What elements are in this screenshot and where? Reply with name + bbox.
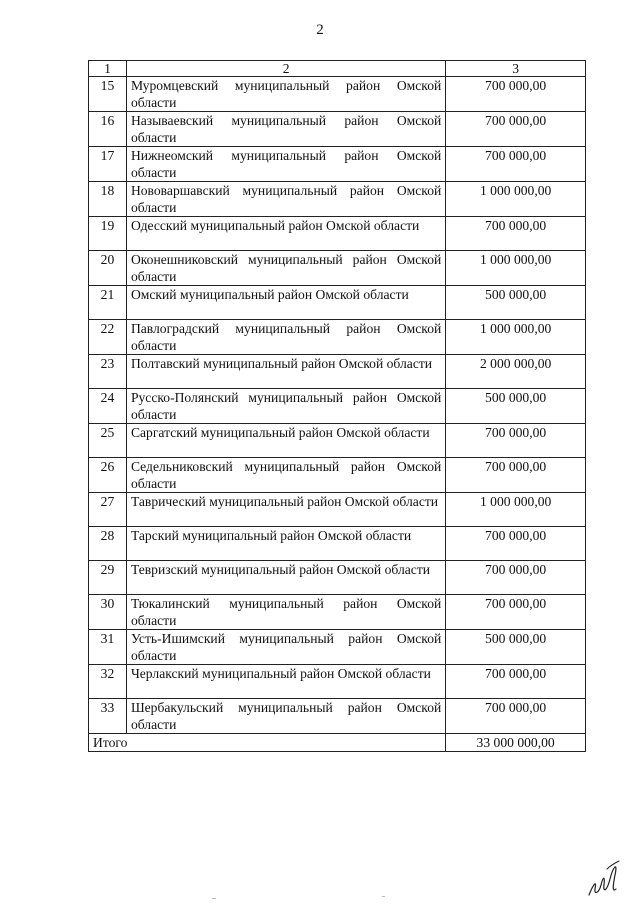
table-row — [89, 389, 586, 424]
row-number: 19 — [89, 217, 127, 251]
district-name: Русско-Полянский муниципальный район Омской области — [126, 389, 445, 424]
page-number: 2 — [316, 22, 324, 38]
district-name: Оконешниковский муниципальный район Омской области — [126, 251, 445, 286]
row-number: 27 — [89, 493, 127, 527]
table-row — [89, 424, 586, 458]
district-name: Седельниковский муниципальный район Омской области — [126, 458, 445, 493]
district-name: Тюкалинский муниципальный район Омской области — [126, 595, 445, 630]
table-row — [89, 147, 586, 182]
allocation-amount: 700 000,00 — [446, 217, 586, 251]
allocation-amount: 700 000,00 — [446, 112, 586, 147]
row-number: 16 — [89, 112, 127, 147]
row-number: 31 — [89, 630, 127, 665]
table-row — [89, 112, 586, 147]
row-number: 32 — [89, 665, 127, 699]
row-number: 18 — [89, 182, 127, 217]
allocation-amount: 2 000 000,00 — [446, 355, 586, 389]
row-number: 33 — [89, 699, 127, 734]
total-label: Итого — [89, 734, 446, 752]
table-body — [89, 77, 586, 734]
allocation-amount: 700 000,00 — [446, 561, 586, 595]
table-row — [89, 493, 586, 527]
allocation-amount: 500 000,00 — [446, 389, 586, 424]
district-name: Шербакульский муниципальный район Омской области — [126, 699, 445, 734]
scan-speck — [212, 898, 216, 899]
district-name: Одесский муниципальный район Омской области — [126, 217, 445, 251]
row-number: 30 — [89, 595, 127, 630]
allocation-amount: 700 000,00 — [446, 147, 586, 182]
row-number: 29 — [89, 561, 127, 595]
row-number: 21 — [89, 286, 127, 320]
allocation-amount: 700 000,00 — [446, 424, 586, 458]
row-number: 26 — [89, 458, 127, 493]
table-row — [89, 355, 586, 389]
district-name: Полтавский муниципальный район Омской области — [126, 355, 445, 389]
table-row — [89, 665, 586, 699]
allocation-amount: 1 000 000,00 — [446, 182, 586, 217]
allocation-amount: 700 000,00 — [446, 458, 586, 493]
table-row — [89, 182, 586, 217]
district-name: Омский муниципальный район Омской области — [126, 286, 445, 320]
table-row — [89, 561, 586, 595]
table-row — [89, 77, 586, 112]
row-number: 15 — [89, 77, 127, 112]
allocation-amount: 700 000,00 — [446, 699, 586, 734]
total-row — [89, 734, 586, 752]
row-number: 24 — [89, 389, 127, 424]
table-row — [89, 217, 586, 251]
district-name: Павлоградский муниципальный район Омской области — [126, 320, 445, 355]
row-number: 22 — [89, 320, 127, 355]
scan-speck — [382, 896, 385, 897]
district-name: Усть-Ишимский муниципальный район Омской области — [126, 630, 445, 665]
table-row — [89, 251, 586, 286]
allocation-amount: 700 000,00 — [446, 665, 586, 699]
row-number: 23 — [89, 355, 127, 389]
district-name: Тевризский муниципальный район Омской области — [126, 561, 445, 595]
table-row — [89, 320, 586, 355]
table-row — [89, 699, 586, 734]
allocation-amount: 1 000 000,00 — [446, 493, 586, 527]
row-number: 17 — [89, 147, 127, 182]
table-header — [89, 61, 586, 77]
allocation-amount: 700 000,00 — [446, 595, 586, 630]
table-row — [89, 630, 586, 665]
header-col-3: 3 — [446, 61, 586, 77]
header-row — [89, 61, 586, 77]
district-name: Тарский муниципальный район Омской области — [126, 527, 445, 561]
district-name: Черлакский муниципальный район Омской области — [126, 665, 445, 699]
allocation-amount: 1 000 000,00 — [446, 251, 586, 286]
allocation-amount: 700 000,00 — [446, 527, 586, 561]
header-col-1: 1 — [89, 61, 127, 77]
district-name: Таврический муниципальный район Омской области — [126, 493, 445, 527]
table-row — [89, 595, 586, 630]
district-name: Нововаршавский муниципальный район Омской области — [126, 182, 445, 217]
row-number: 25 — [89, 424, 127, 458]
row-number: 20 — [89, 251, 127, 286]
table-row — [89, 286, 586, 320]
district-name: Называевский муниципальный район Омской области — [126, 112, 445, 147]
allocation-amount: 700 000,00 — [446, 77, 586, 112]
header-col-2: 2 — [126, 61, 445, 77]
table-row — [89, 527, 586, 561]
district-name: Нижнеомский муниципальный район Омской области — [126, 147, 445, 182]
signature-icon — [585, 855, 625, 900]
total-amount: 33 000 000,00 — [446, 734, 586, 752]
allocation-amount: 500 000,00 — [446, 286, 586, 320]
table-row — [89, 458, 586, 493]
district-name: Муромцевский муниципальный район Омской области — [126, 77, 445, 112]
allocation-table — [88, 60, 586, 752]
allocation-amount: 500 000,00 — [446, 630, 586, 665]
row-number: 28 — [89, 527, 127, 561]
allocation-amount: 1 000 000,00 — [446, 320, 586, 355]
district-name: Саргатский муниципальный район Омской области — [126, 424, 445, 458]
